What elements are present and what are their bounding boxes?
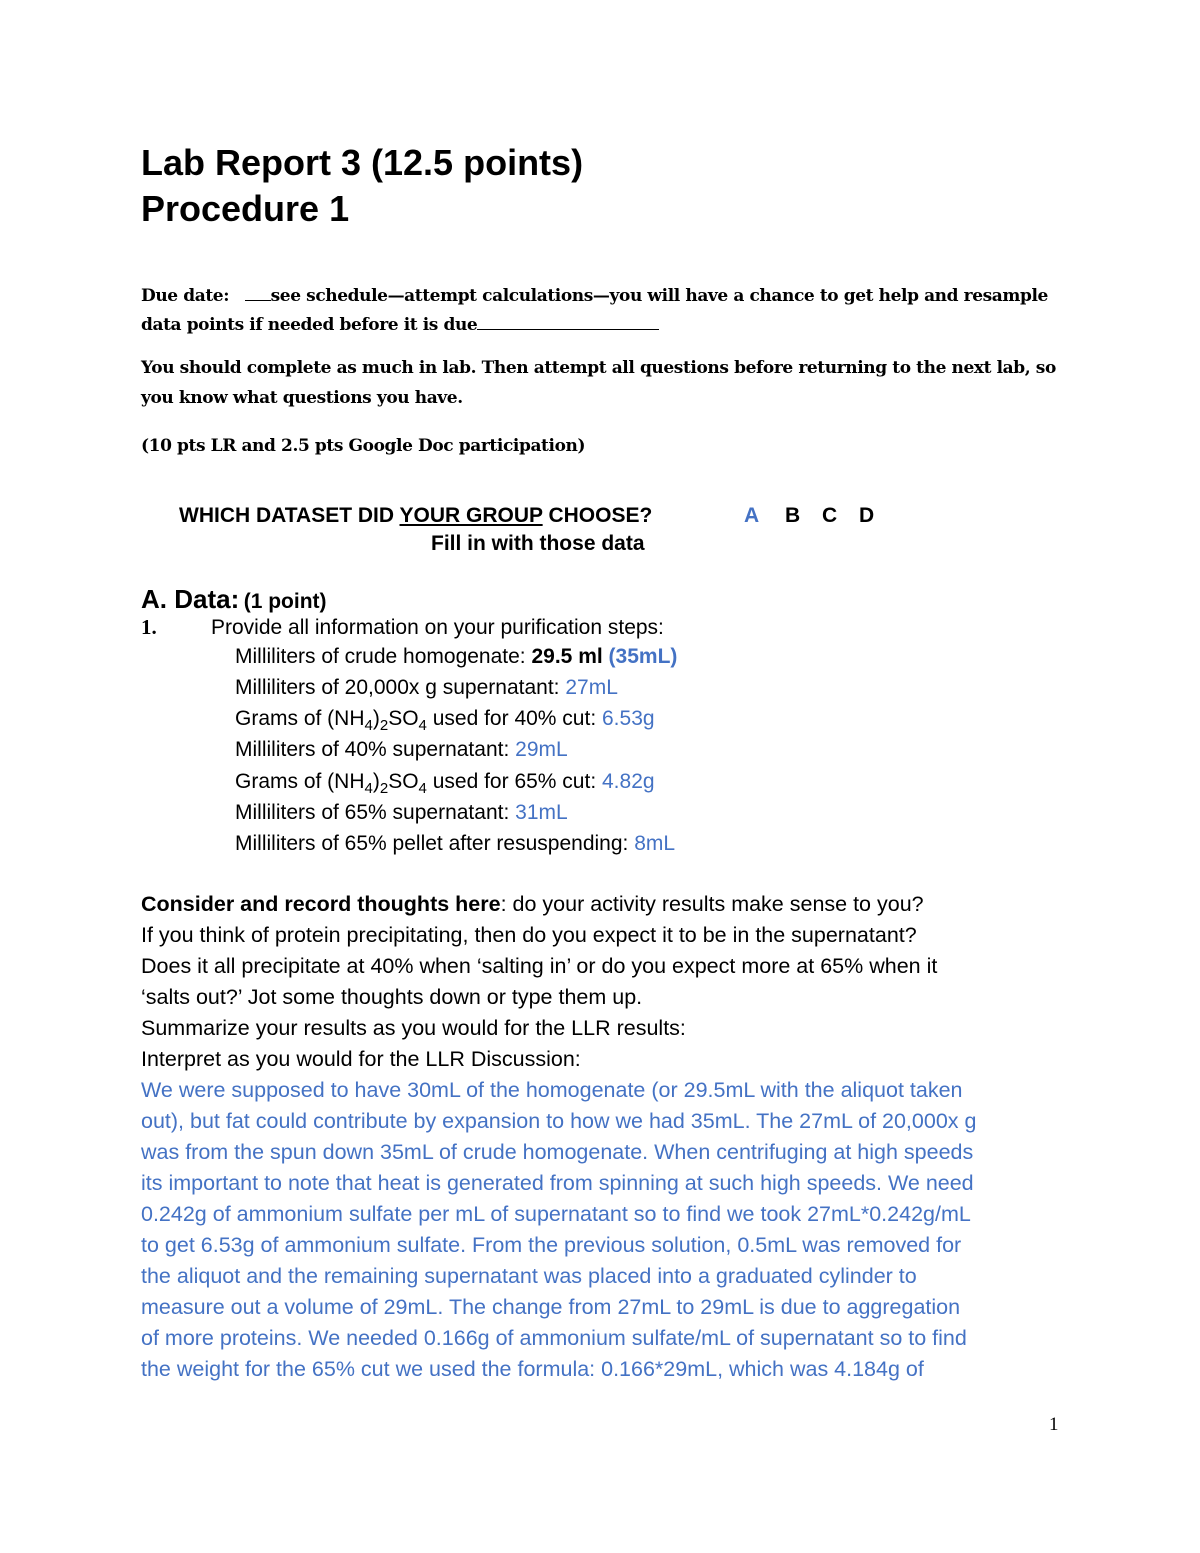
instructions-line-1: You should complete as much in lab. Then attempt all questions before returning to the next lab, so [141, 358, 1056, 378]
answer-line: measure out a volume of 29mL. The change from 27mL to 29mL is due to aggregation [141, 1295, 961, 1319]
supernatant-65-row [235, 797, 568, 828]
grams-65-cut-row [235, 766, 655, 799]
answer-line: of more proteins. We needed 0.166g of ammonium sulfate/mL of supernatant so to find [141, 1326, 967, 1350]
s40-answer[interactable]: 29mL [515, 738, 568, 761]
page-number: 1 [1049, 1414, 1059, 1435]
consider-line-6: Interpret as you would for the LLR Discussion: [141, 1047, 581, 1071]
due-date-line-2 [141, 311, 659, 335]
grams-40-cut-row [235, 703, 655, 736]
pellet-65-row [235, 828, 675, 859]
dataset-option-a[interactable]: A [744, 504, 760, 527]
g40-so: SO [388, 707, 419, 730]
g40-prefix: Grams of (NH [235, 707, 365, 730]
crude-homogenate-row [235, 641, 677, 672]
dataset-options [744, 504, 874, 528]
g40-suffix: used for 40% cut: [426, 707, 602, 730]
dataset-option-d[interactable]: D [859, 504, 875, 527]
answer-line: We were supposed to have 30mL of the homogenate (or 29.5mL with the aliquot taken [141, 1078, 963, 1102]
dataset-question-prefix: WHICH DATASET DID [179, 504, 400, 527]
consider-line-4: ‘salts out?’ Jot some thoughts down or type them up. [141, 985, 643, 1009]
dataset-question-underlined: YOUR GROUP [399, 504, 543, 527]
answer-line: was from the spun down 35mL of crude homogenate. When centrifuging at high speeds [141, 1140, 974, 1164]
fill-in-instruction: Fill in with those data [431, 532, 645, 555]
answer-line: the weight for the 65% cut we used the formula: 0.166*29mL, which was 4.184g of [141, 1357, 924, 1381]
supernatant-40-row [235, 734, 568, 765]
report-title: Lab Report 3 (12.5 points) [141, 142, 584, 183]
g65-prefix: Grams of (NH [235, 770, 365, 793]
section-a-heading [141, 584, 327, 615]
s65-answer[interactable]: 31mL [515, 801, 568, 824]
g65-sub1: 4 [364, 780, 373, 797]
consider-line-5: Summarize your results as you would for the LLR results: [141, 1016, 686, 1040]
dataset-option-b[interactable]: B [785, 504, 801, 527]
s20k-label: Milliliters of 20,000x g supernatant: [235, 676, 566, 699]
dataset-option-c[interactable]: C [822, 504, 838, 527]
due-date-text-2: data points if needed before it is due [141, 315, 478, 335]
g65-so: SO [388, 770, 419, 793]
consider-line-3: Does it all precipitate at 40% when ‘salting in’ or do you expect more at 65% when it [141, 954, 938, 978]
item-text: Provide all information on your purification steps: [211, 616, 664, 639]
g65-sub2: 2 [379, 780, 389, 797]
crude-label: Milliliters of crude homogenate: [235, 645, 532, 668]
g40-mid: ) [372, 707, 380, 730]
due-date-line-1 [141, 282, 1048, 306]
section-a-points: (1 point) [243, 590, 327, 613]
answer-line: to get 6.53g of ammonium sulfate. From the previous solution, 0.5mL was removed for [141, 1233, 962, 1257]
instructions-line-2: you know what questions you have. [141, 388, 463, 408]
answer-line: the aliquot and the remaining supernatant was placed into a graduated cylinder to [141, 1264, 917, 1288]
consider-line-1 [141, 889, 1061, 920]
g65-sub3: 4 [418, 780, 427, 797]
g40-sub3: 4 [418, 717, 427, 734]
p65-answer[interactable]: 8mL [634, 832, 676, 855]
dataset-question-suffix: CHOOSE? [542, 504, 653, 527]
crude-answer[interactable]: (35mL) [608, 645, 678, 668]
due-date-text: see schedule—attempt calculations—you will have a chance to get help and resample [270, 286, 1048, 306]
procedure-title: Procedure 1 [141, 188, 350, 229]
answer-paragraph[interactable] [141, 1075, 1061, 1385]
dataset-question [179, 504, 652, 528]
g40-sub2: 2 [379, 717, 389, 734]
supernatant-20k-row [235, 672, 618, 703]
points-note: (10 pts LR and 2.5 pts Google Doc participation) [141, 436, 586, 456]
consider-line-1-rest: : do your activity results make sense to you? [500, 892, 924, 916]
g40-answer[interactable]: 6.53g [602, 707, 655, 730]
s20k-answer[interactable]: 27mL [565, 676, 618, 699]
due-date-label: Due date: [141, 286, 230, 306]
answer-line: its important to note that heat is generated from spinning at such high speeds. We need [141, 1171, 974, 1195]
g65-mid: ) [372, 770, 380, 793]
g65-answer[interactable]: 4.82g [602, 770, 655, 793]
blank-line [245, 282, 271, 301]
crude-value: 29.5 ml [531, 645, 603, 668]
answer-line: out), but fat could contribute by expansion to how we had 35mL. The 27mL of 20,000x g [141, 1109, 977, 1133]
consider-block [141, 889, 1061, 1075]
consider-line-2: If you think of protein precipitating, then do you expect it to be in the supernatant? [141, 923, 917, 947]
item-number: 1. [141, 615, 157, 639]
blank-line [477, 311, 659, 330]
g65-suffix: used for 65% cut: [426, 770, 602, 793]
s65-label: Milliliters of 65% supernatant: [235, 801, 516, 824]
p65-label: Milliliters of 65% pellet after resuspending: [235, 832, 635, 855]
consider-lead: Consider and record thoughts here [141, 892, 501, 916]
g40-sub1: 4 [364, 717, 373, 734]
answer-line: 0.242g of ammonium sulfate per mL of supernatant so to find we took 27mL*0.242g/mL [141, 1202, 971, 1226]
s40-label: Milliliters of 40% supernatant: [235, 738, 516, 761]
section-a-title: A. Data: [141, 584, 240, 614]
